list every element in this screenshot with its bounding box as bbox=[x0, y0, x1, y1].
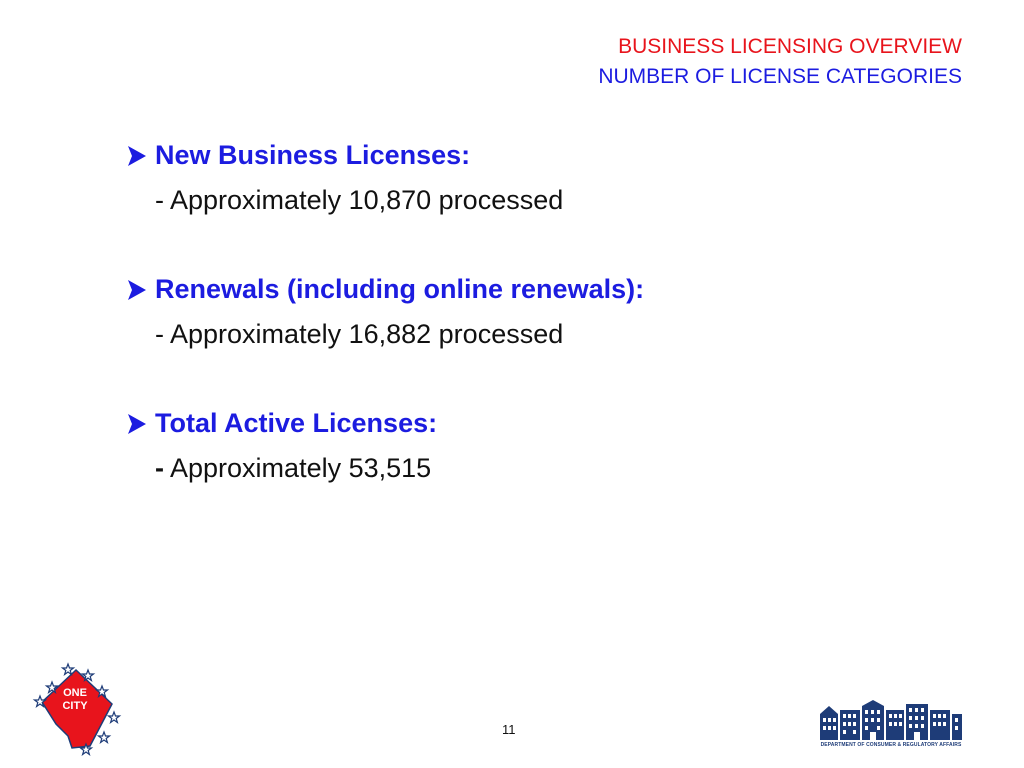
arrow-bullet-icon bbox=[125, 412, 149, 436]
arrow-bullet-icon bbox=[125, 144, 149, 168]
section-label: Total Active Licenses: bbox=[155, 408, 438, 438]
page-number: 11 bbox=[502, 722, 516, 737]
dcra-logo bbox=[818, 700, 964, 752]
slide-header bbox=[598, 32, 962, 92]
slide-subtitle: NUMBER OF LICENSE CATEGORIES bbox=[598, 65, 962, 88]
section-label: New Business Licenses: bbox=[155, 140, 471, 170]
section-renewals bbox=[125, 274, 644, 350]
section-detail: - Approximately 10,870 processed bbox=[155, 185, 564, 215]
dcra-logo-caption: DEPARTMENT OF CONSUMER & REGULATORY AFFAIRS bbox=[820, 742, 962, 748]
one-city-logo bbox=[30, 660, 126, 756]
section-detail: - Approximately 16,882 processed bbox=[155, 319, 564, 349]
section-label: Renewals (including online renewals): bbox=[155, 274, 645, 304]
section-detail: - Approximately 53,515 bbox=[155, 453, 432, 483]
slide-title: BUSINESS LICENSING OVERVIEW bbox=[618, 35, 962, 58]
arrow-bullet-icon bbox=[125, 278, 149, 302]
svg-text:CITY: CITY bbox=[62, 700, 88, 712]
svg-text:ONE: ONE bbox=[63, 687, 87, 699]
section-new-business bbox=[125, 140, 563, 216]
section-total-active bbox=[125, 408, 437, 484]
